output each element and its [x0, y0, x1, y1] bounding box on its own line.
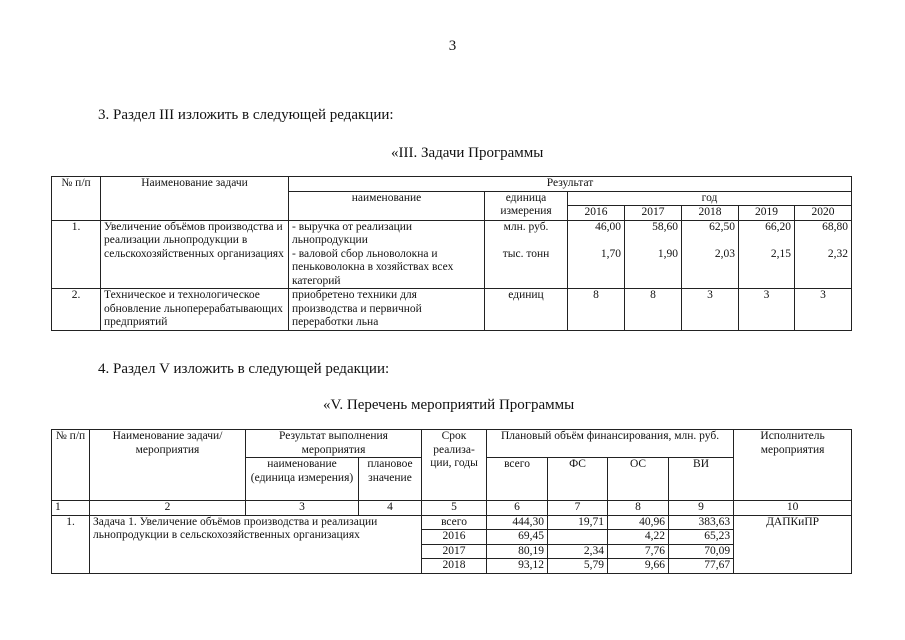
section5-title: «V. Перечень мероприятий Программы [323, 397, 575, 413]
header-executor: Исполнитель мероприятия [734, 430, 852, 501]
indicator-name: - валовой сбор льноволокна и пеньковолокна в хозяйствах всех категорий [292, 247, 454, 287]
header-os: ОС [608, 458, 669, 501]
value: 8 [625, 289, 682, 331]
fs: 2,34 [548, 544, 608, 559]
value: 2,03 [714, 247, 735, 260]
measures-table [51, 429, 852, 574]
indicator-unit: млн. руб. [503, 220, 549, 233]
header-plan-value: плановое значение [359, 458, 422, 501]
total: 444,30 [487, 515, 548, 530]
indicator-name: - выручка от реализации льнопродукции [292, 220, 413, 246]
value: 68,80 [822, 220, 848, 233]
col-number: 8 [608, 501, 669, 516]
header-result-name: наименование (единица измерения) [246, 458, 359, 501]
header-num: № п/п [52, 430, 90, 501]
indicator-cell [289, 220, 485, 289]
col-number: 6 [487, 501, 548, 516]
vi: 70,09 [669, 544, 734, 559]
task-num: 1. [52, 515, 90, 573]
col-number: 9 [669, 501, 734, 516]
value: 62,50 [709, 220, 735, 233]
col-number: 4 [359, 501, 422, 516]
section3-instruction: 3. Раздел III изложить в следующей редакции: [98, 107, 394, 123]
header-task: Наименование задачи/ мероприятия [90, 430, 246, 501]
col-number: 1 [52, 501, 90, 516]
header-year-2020: 2020 [795, 206, 852, 221]
header-result: Результат выполнения мероприятия [246, 430, 422, 458]
header-year-2018: 2018 [682, 206, 739, 221]
executor: ДАПКиПР [734, 515, 852, 573]
col-number: 10 [734, 501, 852, 516]
page-number: 3 [448, 38, 457, 54]
header-year-2019: 2019 [739, 206, 795, 221]
value: 8 [568, 289, 625, 331]
term: 2016 [422, 530, 487, 545]
term: 2017 [422, 544, 487, 559]
fs: 5,79 [548, 559, 608, 574]
task-name: Увеличение объёмов производства и реализации льнопродукции в сельскохозяйственных организациях [101, 220, 289, 289]
col-number: 3 [246, 501, 359, 516]
indicator-unit: тыс. тонн [502, 247, 550, 260]
header-task: Наименование задачи [101, 177, 289, 221]
vi: 383,63 [669, 515, 734, 530]
task-name: Техническое и технологическое обновление льноперерабатывающих предприятий [101, 289, 289, 331]
task-num: 1. [52, 220, 101, 289]
header-total: всего [487, 458, 548, 501]
header-num: № п/п [52, 177, 101, 221]
value-cell-2019 [739, 220, 795, 289]
value-cell-2020 [795, 220, 852, 289]
header-year: год [568, 191, 852, 206]
os: 40,96 [608, 515, 669, 530]
task-name: Задача 1. Увеличение объёмов производства и реализации льнопродукции в сельскохозяйственных организациях [90, 515, 422, 573]
section3-title: «III. Задачи Программы [391, 145, 544, 161]
header-term: Срок реализа-ции, годы [422, 430, 487, 501]
header-vi: ВИ [669, 458, 734, 501]
col-number: 2 [90, 501, 246, 516]
value: 58,60 [652, 220, 678, 233]
term: 2018 [422, 559, 487, 574]
fs: 19,71 [548, 515, 608, 530]
measures-header-row-1 [52, 430, 852, 458]
header-fs: ФС [548, 458, 608, 501]
task-row-1 [52, 220, 852, 289]
header-year-2016: 2016 [568, 206, 625, 221]
vi: 77,67 [669, 559, 734, 574]
header-unit: единица измерения [485, 191, 568, 220]
task-row-2 [52, 289, 852, 331]
fs [548, 530, 608, 545]
indicator-name: приобретено техники для производства и первичной переработки льна [289, 289, 485, 331]
task1-row-total [52, 515, 852, 530]
total: 93,12 [487, 559, 548, 574]
value: 1,90 [657, 247, 678, 260]
os: 4,22 [608, 530, 669, 545]
col-number: 7 [548, 501, 608, 516]
total: 80,19 [487, 544, 548, 559]
tasks-table [51, 176, 852, 331]
os: 7,76 [608, 544, 669, 559]
column-numbers-row [52, 501, 852, 516]
section5-instruction: 4. Раздел V изложить в следующей редакции: [98, 361, 390, 377]
header-funding: Плановый объём финансирования, млн. руб. [487, 430, 734, 458]
term: всего [422, 515, 487, 530]
value: 66,20 [765, 220, 791, 233]
value: 46,00 [595, 220, 621, 233]
value-cell-2018 [682, 220, 739, 289]
header-year-2017: 2017 [625, 206, 682, 221]
value-cell-2017 [625, 220, 682, 289]
indicator-unit: единиц [485, 289, 568, 331]
value: 2,32 [827, 247, 848, 260]
value: 3 [739, 289, 795, 331]
total: 69,45 [487, 530, 548, 545]
task-num: 2. [52, 289, 101, 331]
col-number: 5 [422, 501, 487, 516]
header-result: Результат [289, 177, 852, 192]
value: 3 [682, 289, 739, 331]
value: 2,15 [770, 247, 791, 260]
value-cell-2016 [568, 220, 625, 289]
value: 3 [795, 289, 852, 331]
value: 1,70 [600, 247, 621, 260]
unit-cell [485, 220, 568, 289]
vi: 65,23 [669, 530, 734, 545]
os: 9,66 [608, 559, 669, 574]
tasks-header-row-1 [52, 177, 852, 192]
header-indicator-name: наименование [289, 191, 485, 220]
